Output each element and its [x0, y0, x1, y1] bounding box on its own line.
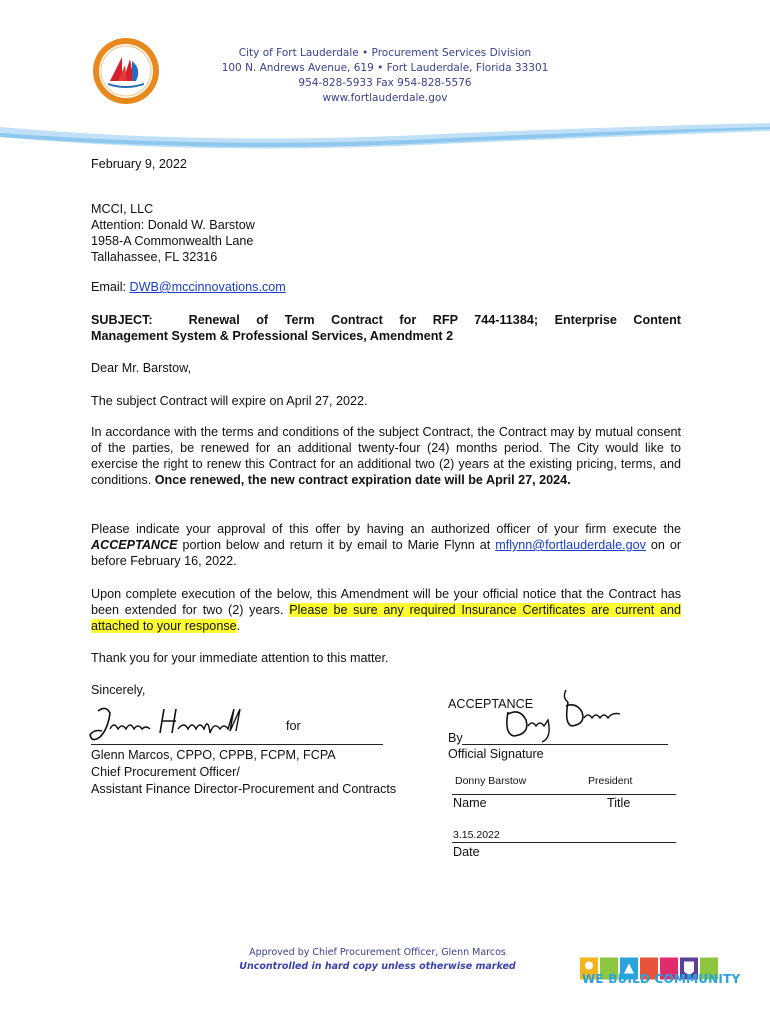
approval-text-b: portion below and return it by email to Marie Flynn at [182, 538, 491, 552]
paragraph-approval [91, 521, 681, 569]
closing: Sincerely, [91, 683, 146, 697]
city-seal-logo [92, 37, 160, 105]
donny-barstow-signature [496, 684, 626, 744]
title-label: Title [607, 796, 631, 810]
footer [215, 946, 540, 974]
letterhead-address: 100 N. Andrews Avenue, 619 • Fort Lauderdale, Florida 33301 [221, 62, 549, 74]
subject-line2: Management System & Professional Services, Amendment 2 [91, 329, 454, 343]
letterhead-phone: 954-828-5933 Fax 954-828-5576 [298, 77, 472, 89]
email-label: Email: [91, 280, 126, 294]
subject-label: SUBJECT: [91, 313, 153, 327]
subject-line1: Renewal of Term Contract for RFP 744-11384; Enterprise Content [188, 313, 681, 327]
recipient-company: MCCI, LLC [91, 202, 154, 216]
salutation: Dear Mr. Barstow, [91, 361, 192, 375]
renewal-text: In accordance with the terms and conditions of the subject Contract, the Contract may by mutual consent of the parties, be renewed for an additional twenty-four (24) months period. The City would like to exercise the right to renew this Contract for an additional two (2) years at the existing pricing, terms, and conditions. [91, 425, 681, 487]
recipient-address [91, 201, 681, 265]
approval-text-a: Please indicate your approval of this offer by having an authorized officer of your firm execute the [91, 522, 681, 536]
acceptance-emphasis: ACCEPTANCE [91, 538, 178, 552]
letterhead-website: www.fortlauderdale.gov [322, 92, 448, 104]
recipient-email-line [91, 279, 681, 295]
notice-text: Upon complete execution of the below, this Amendment will be your official notice that the Contract has been extended for two (2) years. [91, 587, 681, 617]
acceptance-name-value: Donny Barstow [455, 775, 527, 787]
paragraph-expiry: The subject Contract will expire on April 27, 2022. [91, 394, 368, 408]
paragraph-thanks: Thank you for your immediate attention to this matter. [91, 651, 389, 665]
we-build-community-text: WE BUILD COMMUNITY [582, 972, 741, 986]
signer-name: Glenn Marcos, CPPO, CPPB, FCPM, FCPA [91, 748, 336, 762]
insurance-highlight: Please be sure any required Insurance Certificates are current and attached to your response [91, 603, 682, 633]
recipient-street: 1958-A Commonwealth Lane [91, 234, 254, 248]
recipient-email-link[interactable]: DWB@mccinnovations.com [129, 280, 286, 294]
signer-title1: Chief Procurement Officer/ [91, 765, 240, 779]
paragraph-notice [91, 586, 681, 634]
by-label: By [448, 731, 463, 745]
name-label: Name [453, 796, 487, 810]
for-label: for [286, 719, 301, 733]
approval-text-c: on or before February 16, 2022. [91, 538, 682, 568]
date-line [452, 842, 676, 843]
james-hemphill-signature [84, 703, 264, 747]
sender-signature-line [91, 744, 383, 745]
date-label: Date [453, 845, 480, 859]
subject-block [91, 312, 681, 344]
footer-uncontrolled: Uncontrolled in hard copy unless otherwise marked [239, 961, 516, 972]
paragraph-renewal [91, 424, 681, 488]
official-signature-label: Official Signature [448, 747, 544, 761]
letterhead-line1: City of Fort Lauderdale • Procurement Services Division [238, 47, 532, 59]
footer-approval: Approved by Chief Procurement Officer, Glenn Marcos [249, 947, 506, 958]
renewal-bold-text: Once renewed, the new contract expiration date will be April 27, 2024. [154, 473, 571, 487]
recipient-attention: Attention: Donald W. Barstow [91, 218, 255, 232]
name-title-line [452, 794, 676, 795]
acceptance-heading: ACCEPTANCE [448, 697, 534, 711]
letterhead [190, 46, 580, 106]
acceptance-title-value: President [588, 775, 633, 787]
letter-date: February 9, 2022 [91, 157, 187, 171]
acceptance-date-value: 3.15.2022 [453, 829, 500, 841]
signer-block [91, 747, 396, 798]
signer-title2: Assistant Finance Director-Procurement and Contracts [91, 782, 397, 796]
marie-flynn-email-link[interactable]: mflynn@fortlauderdale.gov [495, 538, 646, 552]
recipient-city: Tallahassee, FL 32316 [91, 250, 218, 264]
notice-period: . [236, 619, 241, 633]
official-signature-line [462, 744, 668, 745]
letterhead-wave-decoration [0, 115, 770, 155]
